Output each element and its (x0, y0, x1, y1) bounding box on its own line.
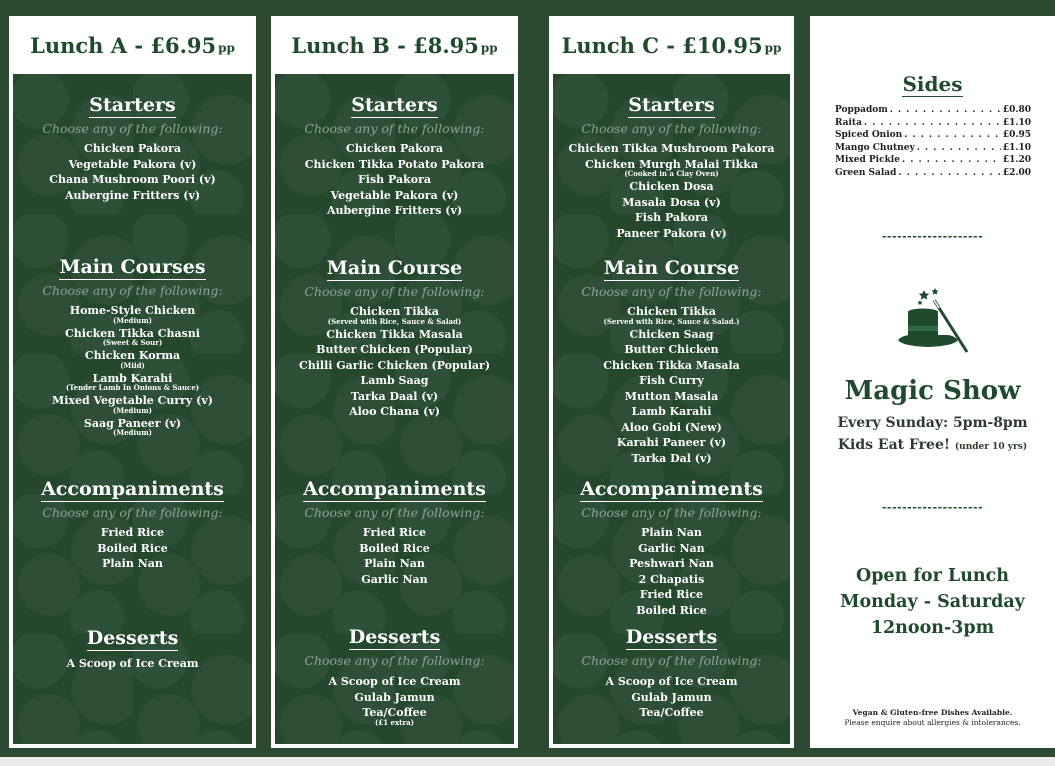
lunch-c-starters (553, 94, 790, 241)
side-price: £1.10 (1002, 142, 1031, 153)
menu-item: Butter Chicken (624, 343, 719, 356)
section-heading: Starters (351, 94, 438, 116)
menu-item: Mutton Masala (624, 389, 719, 403)
magic-show-title: Magic Show (844, 376, 1021, 406)
menu-item: Garlic Nan (638, 541, 705, 555)
side-row (835, 104, 1031, 117)
menu-item: Peshwari Nan (629, 557, 714, 570)
menu-item: Home-Style Chicken (69, 304, 196, 317)
sides-list (835, 104, 1031, 179)
open-for-lunch: Open for Lunch (855, 566, 1010, 586)
side-price: £1.10 (1002, 117, 1031, 128)
menu-item: Fish Curry (639, 374, 704, 387)
section-heading: Desserts (86, 627, 179, 649)
menu-item: Chicken Tikka Masala (326, 327, 463, 341)
section-heading: Starters (89, 94, 176, 116)
lunch-c-accompaniments (553, 478, 790, 618)
menu-item: Chicken Tikka Mushroom Pakora (568, 142, 775, 155)
menu-item: Boiled Rice (636, 603, 707, 617)
menu-item: 2 Chapatis (638, 572, 705, 586)
menu-item: Garlic Nan (361, 572, 428, 586)
divider-top: -------------------- (881, 230, 984, 243)
section-heading: Desserts (625, 626, 718, 648)
choose-hint: Choose any of the following: (42, 121, 223, 136)
menu-item-note: (Cooked in a Clay Oven) (624, 169, 719, 178)
menu-item: Chicken Murgh Malai Tikka (585, 157, 758, 171)
lunch-b-desserts (275, 626, 514, 728)
lunch-b-title (271, 16, 518, 74)
open-hours: 12noon-3pm (870, 618, 995, 638)
menu-item: Paneer Pakora (v) (616, 226, 727, 240)
menu-item: Chilli Garlic Chicken (Popular) (298, 358, 491, 372)
lunch-a-title (9, 16, 256, 74)
menu-item: Chicken Dosa (629, 180, 714, 193)
kids-eat-free-text: Kids Eat Free! (837, 437, 951, 453)
menu-item: Mixed Vegetable Curry (v) (52, 394, 213, 407)
choose-hint: Choose any of the following: (581, 284, 762, 299)
menu-item: Tea/Coffee (362, 706, 427, 719)
menu-item: Fried Rice (639, 588, 704, 601)
lunch-b-panel (271, 16, 518, 748)
lunch-a-panel (9, 16, 256, 748)
side-name: Poppadom (835, 105, 888, 115)
bottom-strip (0, 757, 1055, 766)
lunch-c-menu (553, 74, 790, 744)
menu-item-note: (Tender Lamb In Onions & Sauce) (65, 383, 200, 392)
side-price: £0.80 (1002, 105, 1031, 115)
menu-item: Tarka Dal (v) (631, 451, 712, 465)
dot-leader (898, 167, 1000, 180)
choose-hint: Choose any of the following: (42, 505, 223, 520)
choose-hint: Choose any of the following: (304, 505, 485, 520)
menu-item-note: (Medium) (113, 428, 152, 437)
menu-item: Vegetable Pakora (v) (68, 157, 197, 171)
menu-item: Fried Rice (362, 526, 427, 539)
menu-item: Lamb Karahi (631, 405, 712, 418)
dot-leader (864, 117, 1001, 130)
menu-item: Chicken Pakora (345, 142, 444, 155)
lunch-c-mains (553, 257, 790, 466)
menu-item: Lamb Karahi (92, 371, 173, 385)
kids-age-note: (under 10 yrs) (954, 442, 1028, 452)
menu-item: Chicken Tikka (627, 305, 716, 318)
lunch-a-title-text: Lunch A - £6.95 (30, 32, 217, 58)
side-name: Mango Chutney (835, 142, 915, 153)
lunch-b-accompaniments (275, 478, 514, 587)
magic-show-time: Every Sunday: 5pm-8pm (837, 415, 1028, 431)
side-name: Raita (835, 117, 862, 128)
side-row (835, 142, 1031, 155)
lunch-b-starters (275, 94, 514, 219)
section-heading: Main Course (326, 257, 463, 279)
lunch-c-title-text: Lunch C - £10.95 (561, 32, 763, 58)
magic-hat-wand-icon (894, 288, 974, 360)
menu-item: Chicken Korma (84, 349, 181, 362)
choose-hint: Choose any of the following: (304, 653, 485, 668)
side-row (835, 167, 1031, 180)
lunch-b-mains (275, 257, 514, 420)
menu-item: Fish Pakora (358, 173, 431, 186)
menu-item: Lamb Saag (360, 374, 429, 387)
menu-item: Chicken Pakora (83, 142, 182, 155)
section-heading: Accompaniments (41, 478, 224, 500)
kids-eat-free (810, 437, 1055, 453)
section-heading: Starters (628, 94, 715, 116)
menu-item: Butter Chicken (Popular) (316, 343, 473, 356)
menu-item: Plain Nan (364, 557, 425, 570)
menu-item-note: (Medium) (113, 315, 152, 325)
choose-hint: Choose any of the following: (581, 121, 762, 136)
lunch-b-title-text: Lunch B - £8.95 (291, 32, 479, 58)
section-heading: Desserts (348, 626, 441, 648)
menu-item: Gulab Jamun (354, 690, 435, 704)
menu-item: Chana Mushroom Poori (v) (49, 173, 216, 186)
section-heading: Main Courses (59, 256, 206, 278)
menu-item: Aubergine Fritters (v) (64, 188, 201, 202)
lunch-c-title (549, 16, 794, 74)
choose-hint: Choose any of the following: (581, 653, 762, 668)
menu-item: Chicken Tikka Chasni (65, 326, 200, 340)
lunch-a-mains (13, 256, 252, 438)
menu-item-note: (Served with Rice, Sauce & Salad.) (603, 316, 740, 326)
dot-leader (902, 154, 1001, 167)
lunch-a-accompaniments (13, 478, 252, 572)
lunch-a-starters (13, 94, 252, 203)
dot-leader (890, 104, 1001, 117)
lunch-a-menu (13, 74, 252, 744)
section-heading: Main Course (603, 257, 740, 279)
menu-item: Plain Nan (641, 526, 702, 539)
menu-item: Tea/Coffee (639, 706, 704, 719)
vegan-note: Vegan & Gluten-free Dishes Available. (852, 708, 1013, 717)
menu-item-note: (Mild) (120, 360, 145, 370)
section-heading: Accompaniments (303, 478, 486, 500)
menu-item: Karahi Paneer (v) (616, 436, 727, 449)
lunch-c-pp: pp (764, 41, 782, 55)
sides-panel (810, 16, 1055, 748)
side-price: £2.00 (1002, 167, 1031, 178)
menu-item: Boiled Rice (97, 541, 168, 555)
lunch-b-menu (275, 74, 514, 744)
sides-title-text: Sides (902, 72, 963, 96)
lunch-a-pp: pp (218, 41, 235, 55)
menu-item: Aloo Gobi (New) (621, 420, 722, 434)
side-row (835, 154, 1031, 167)
menu-item: Gulab Jamun (631, 690, 712, 704)
side-price: £0.95 (1002, 130, 1031, 140)
side-name: Mixed Pickle (835, 155, 900, 165)
menu-item: Aloo Chana (v) (349, 405, 440, 418)
menu-item: Chicken Tikka Masala (603, 358, 740, 372)
menu-item: A Scoop of Ice Cream (328, 675, 461, 688)
side-name: Green Salad (835, 167, 897, 178)
divider-bottom: -------------------- (881, 501, 984, 514)
menu-item-note: (Sweet & Sour) (102, 338, 163, 347)
lunch-c-panel (549, 16, 794, 748)
choose-hint: Choose any of the following: (42, 283, 223, 298)
sides-title (810, 72, 1055, 96)
choose-hint: Choose any of the following: (304, 121, 485, 136)
menu-item: Fried Rice (100, 526, 165, 539)
menu-item: Aubergine Fritters (v) (326, 204, 463, 217)
menu-item: Saag Paneer (v) (83, 416, 182, 430)
dot-leader (904, 129, 1001, 142)
menu-item-note: (£1 extra) (375, 717, 414, 727)
menu-item: Fish Pakora (635, 211, 708, 224)
menu-item: Chicken Tikka Potato Pakora (304, 157, 485, 171)
side-price: £1.20 (1002, 155, 1031, 165)
menu-item: Masala Dosa (v) (622, 195, 721, 209)
section-heading: Accompaniments (580, 478, 763, 500)
menu-item: Chicken Tikka (350, 305, 439, 318)
side-row (835, 117, 1031, 130)
side-name: Spiced Onion (835, 130, 903, 140)
lunch-b-pp: pp (480, 41, 498, 55)
allergy-note (810, 708, 1055, 728)
side-row (835, 129, 1031, 142)
lunch-a-desserts (13, 627, 252, 672)
menu-item: A Scoop of Ice Cream (66, 657, 199, 670)
menu-item: Tarka Daal (v) (350, 389, 439, 403)
choose-hint: Choose any of the following: (581, 505, 762, 520)
menu-item-note: (Medium) (113, 405, 152, 415)
open-days: Monday - Saturday (840, 592, 1025, 612)
dot-leader (917, 142, 1001, 155)
menu-item-note: (Served with Rice, Sauce & Salad) (327, 316, 462, 326)
menu-item: A Scoop of Ice Cream (605, 675, 738, 688)
menu-item: Vegetable Pakora (v) (330, 188, 459, 202)
allergy-enquire-note: Please enquire about allergies & intolerances. (844, 718, 1021, 727)
menu-item: Plain Nan (102, 557, 163, 570)
menu-item: Boiled Rice (359, 541, 430, 555)
choose-hint: Choose any of the following: (304, 284, 485, 299)
lunch-c-desserts (553, 626, 790, 721)
menu-item: Chicken Saag (629, 327, 714, 341)
